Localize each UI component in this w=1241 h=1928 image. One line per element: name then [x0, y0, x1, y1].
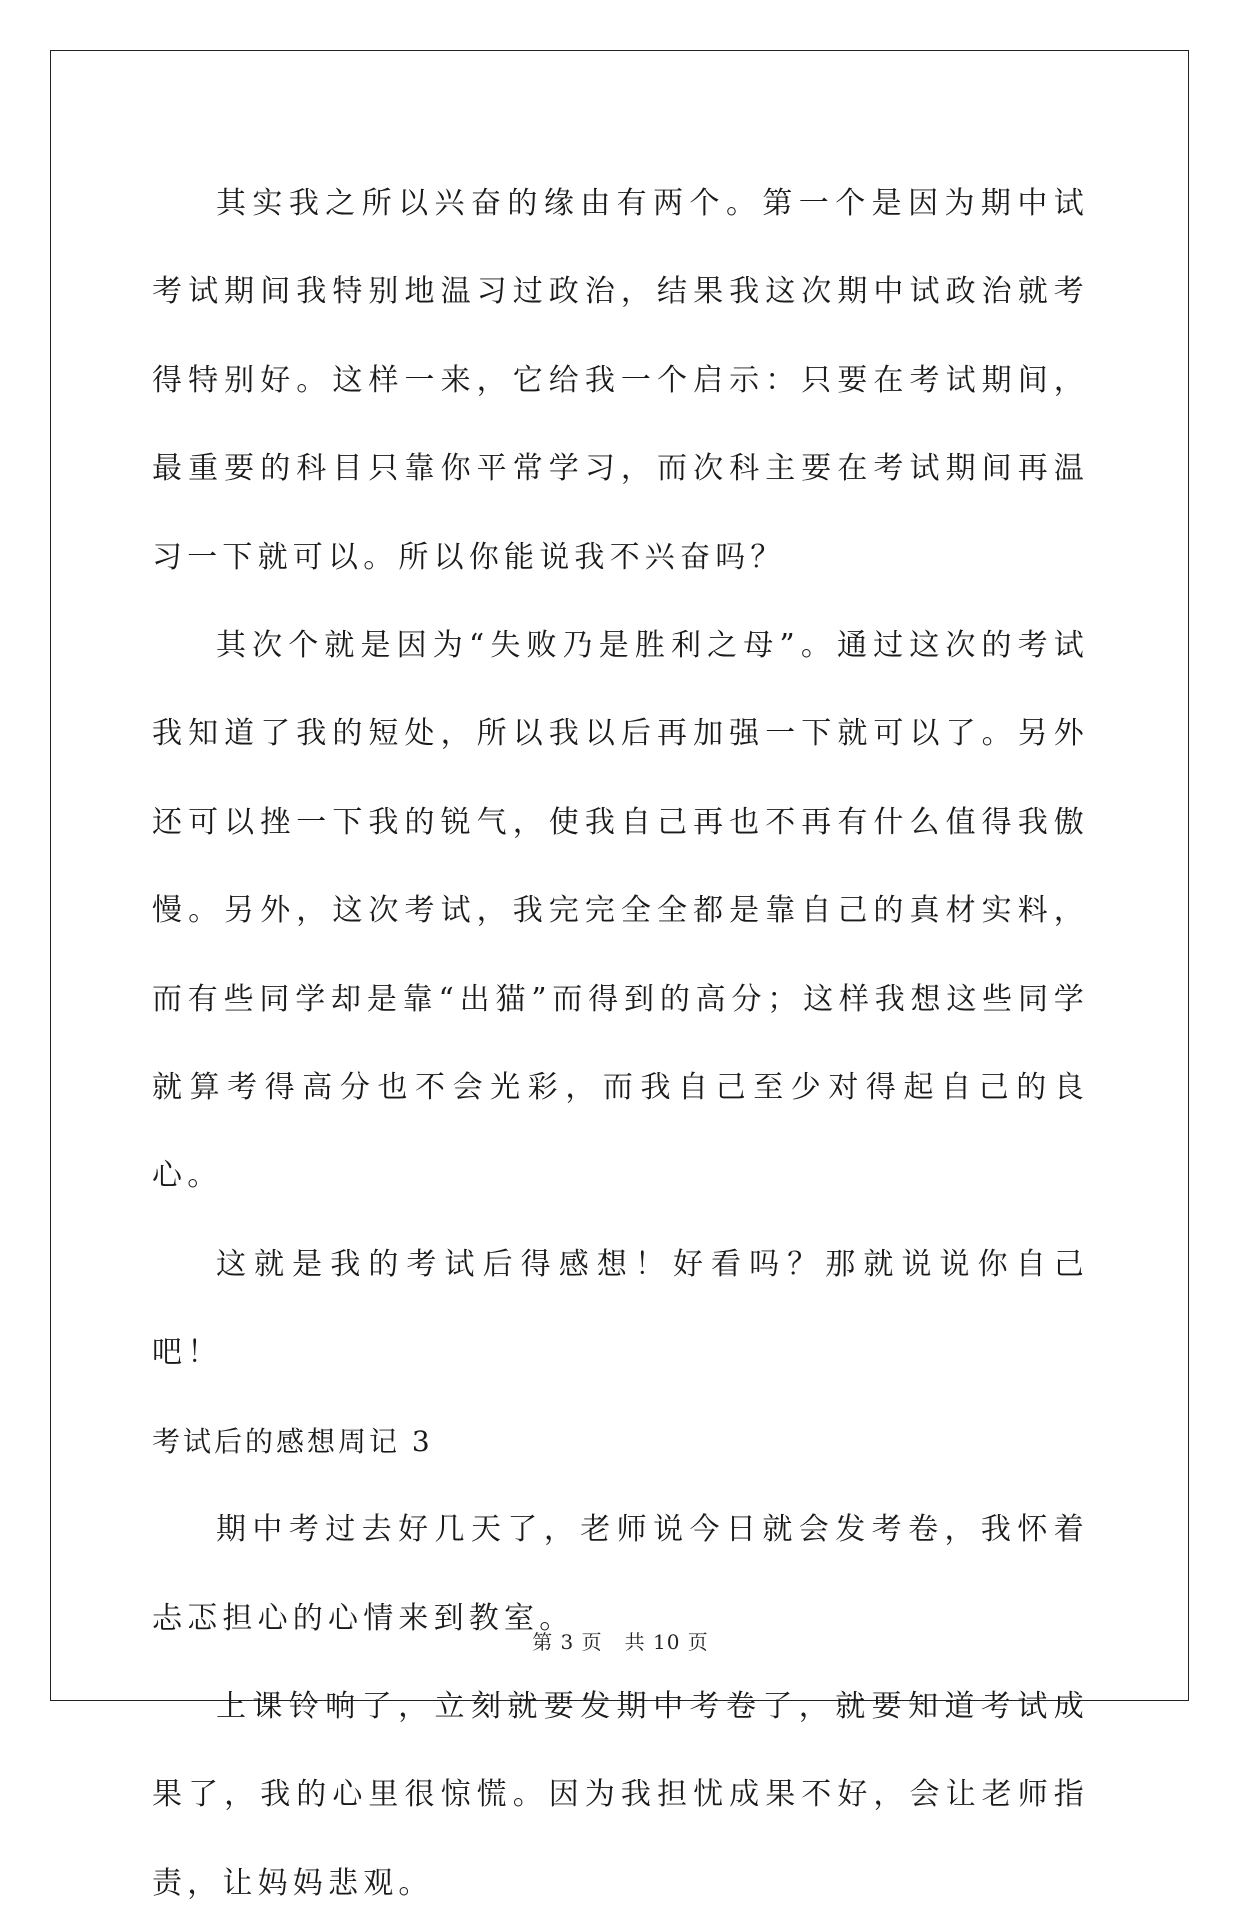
page-total: 共 10 页: [624, 1630, 709, 1654]
paragraph-5: 上课铃响了，立刻就要发期中考卷了，就要知道考试成果了，我的心里很惊慌。因为我担忧成果不好，会让老师指责，让妈妈悲观。: [152, 1688, 1089, 1901]
page-number: 第 3 页: [532, 1630, 603, 1654]
document-body: [152, 160, 1089, 1928]
paragraph-2: 其次个就是因为“失败乃是胜利之母”。通过这次的考试我知道了我的短处，所以我以后再加强一下就可以了。另外还可以挫一下我的锐气，使我自己再也不再有什么值得我傲慢。另外，这次考试，我完完全全都是靠自己的真材实料，而有些同学却是靠“出猫”而得到的高分；这样我想这些同学就算考得高分也不会光彩，而我自己至少对得起自己的良心。: [152, 628, 1089, 1194]
page-footer: [0, 1626, 1241, 1655]
paragraph-4: 期中考过去好几天了，老师说今日就会发考卷，我怀着忐忑担心的心情来到教室。: [152, 1512, 1089, 1636]
paragraph-3: 这就是我的考试后得感想！好看吗？那就说说你自己吧！: [152, 1246, 1089, 1371]
paragraph-1: 其实我之所以兴奋的缘由有两个。第一个是因为期中试考试期间我特别地温习过政治，结果我这次期中试政治就考得特别好。这样一来，它给我一个启示：只要在考试期间，最重要的科目只靠你平常学习，而次科主要在考试期间再温习一下就可以。所以你能说我不兴奋吗？: [152, 186, 1089, 575]
section-heading: 考试后的感想周记 3: [152, 1424, 433, 1458]
